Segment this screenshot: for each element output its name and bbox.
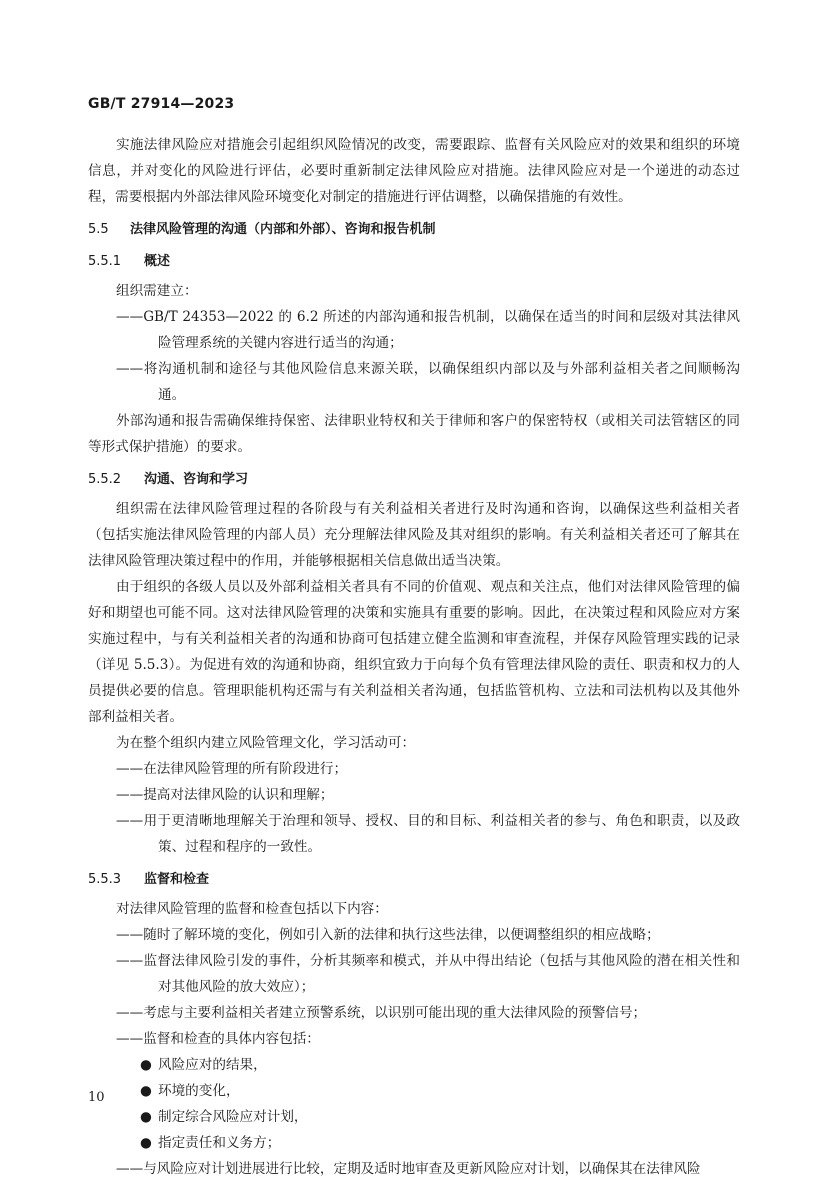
dash-list-item: ——提高对法律风险的认识和理解； [116,787,334,803]
section-number: 5.5.3 [88,872,122,887]
dash-list-item: ——随时了解环境的变化，例如引入新的法律和执行这些法律，以便调整组织的相应战略； [116,927,660,943]
dash-list-item: ——用于更清晰地理解关于治理和领导、授权、目的和目标、利益相关者的参与、角色和职责，以及政策、过程和程序的一致性。 [116,813,740,855]
dash-list-item: ——监督和检查的具体内容包括： [116,1031,320,1047]
section-title: 法律风险管理的沟通（内部和外部）、咨询和报告机制 [130,222,436,237]
page-content [88,132,740,1182]
bullet-text: 指定责任和义务方； [158,1135,281,1151]
section-heading-5-5-3 [88,868,740,892]
bullet-list-item [88,1104,740,1130]
section-heading-5-5-1 [88,250,740,274]
bullet-text: 制定综合风险应对计划， [158,1109,308,1125]
bullet-list-item [88,1130,740,1156]
section-title: 沟通、咨询和学习 [144,472,249,487]
section-heading-5-5 [88,218,740,242]
section-lead: 组织需建立： [116,283,198,299]
section-lead: 对法律风险管理的监督和检查包括以下内容： [116,901,388,917]
dash-list-item: ——考虑与主要利益相关者建立预警系统，以识别可能出现的重大法律风险的预警信号； [116,1005,647,1021]
section-title: 监督和检查 [144,872,210,887]
bullet-text: 风险应对的结果， [158,1057,267,1073]
section-title: 概述 [144,254,171,269]
bullet-icon: ● [140,1083,152,1099]
bullet-icon: ● [140,1135,152,1151]
bullet-list-item [88,1052,740,1078]
section-lead: 为在整个组织内建立风险管理文化，学习活动可： [116,735,416,751]
bullet-icon: ● [140,1057,152,1073]
dash-list-item: ——GB/T 24353—2022 的 6.2 所述的内部沟通和报告机制，以确保在适当的时间和层级对其法律风险管理系统的关键内容进行适当的沟通； [116,309,740,351]
bullet-list-item [88,1078,740,1104]
section-number: 5.5.1 [88,254,122,269]
section-heading-5-5-2 [88,468,740,492]
bullet-icon: ● [140,1109,152,1125]
bullet-text: 环境的变化， [158,1083,240,1099]
section-number: 5.5.2 [88,472,122,487]
dash-list-item: ——在法律风险管理的所有阶段进行； [116,761,348,777]
intro-paragraph: 实施法律风险应对措施会引起组织风险情况的改变，需要跟踪、监督有关风险应对的效果和组织的环境信息，并对变化的风险进行评估，必要时重新制定法律风险应对措施。法律风险应对是一个递进的动态过程，需要根据内外部法律风险环境变化对制定的措施进行评估调整，以确保措施的有效性。 [88,137,740,205]
section-paragraph: 由于组织的各级人员以及外部利益相关者具有不同的价值观、观点和关注点，他们对法律风险管理的偏好和期望也可能不同。这对法律风险管理的决策和实施具有重要的影响。因此，在决策过程和风险应对方案实施过程中，与有关利益相关者的沟通和协商可包括建立健全监测和审查流程，并保存风险管理实践的记录（详见 5.5.3）。为促进有效的沟通和协商，组织宜致力于向每个负有管理法律风险的责任、职责和权力的人员提供必要的信息。管理职能机构还需与有关利益相关者沟通，包括监管机构、立法和司法机构以及其他外部利益相关者。 [88,579,740,725]
section-number: 5.5 [88,222,109,237]
dash-list-item: ——监督法律风险引发的事件，分析其频率和模式，并从中得出结论（包括与其他风险的潜在相关性和对其他风险的放大效应）； [116,953,740,995]
section-paragraph: 组织需在法律风险管理过程的各阶段与有关利益相关者进行及时沟通和咨询，以确保这些利益相关者（包括实施法律风险管理的内部人员）充分理解法律风险及其对组织的影响。有关利益相关者还可了解其在法律风险管理决策过程中的作用，并能够根据相关信息做出适当决策。 [88,501,740,569]
doc-code: GB/T 27914—2023 [88,96,235,112]
page-number: 10 [88,1090,105,1105]
section-paragraph: 外部沟通和报告需确保维持保密、法律职业特权和关于律师和客户的保密特权（或相关司法管辖区的同等形式保护措施）的要求。 [88,413,740,455]
dash-list-item: ——与风险应对计划进展进行比较，定期及适时地审查及更新风险应对计划，以确保其在法律风险 [116,1161,701,1177]
dash-list-item: ——将沟通机制和途径与其他风险信息来源关联，以确保组织内部以及与外部利益相关者之间顺畅沟通。 [116,361,740,403]
